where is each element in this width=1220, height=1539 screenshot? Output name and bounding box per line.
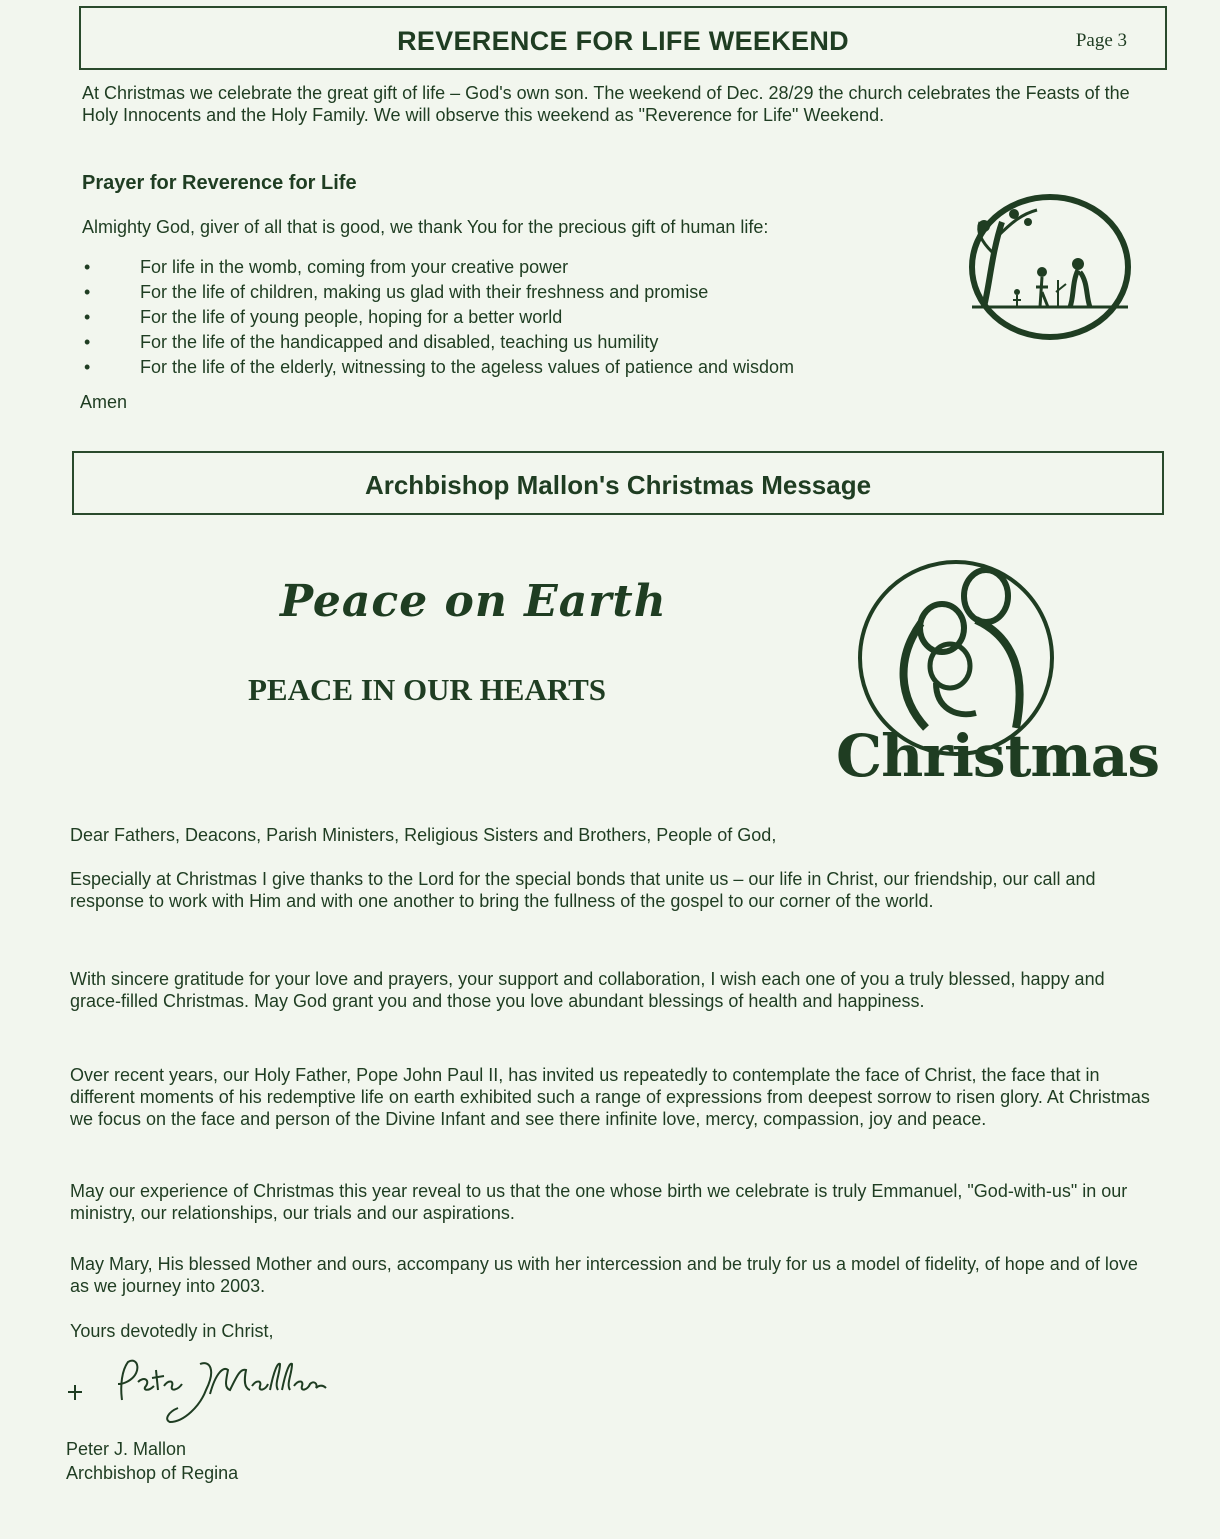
letter-paragraph: May Mary, His blessed Mother and ours, accompany us with her intercession and be truly for us a model of fidelity, of hope and of love as we journey into 2003. <box>70 1254 1138 1296</box>
message-section-title: Archbishop Mallon's Christmas Message <box>364 470 872 500</box>
letter-greeting: Dear Fathers, Deacons, Parish Ministers, Religious Sisters and Brothers, People of God, <box>70 825 777 845</box>
prayer-item: • For the life of young people, hoping for a better world <box>80 306 960 331</box>
header-title: REVERENCE FOR LIFE WEEKEND <box>397 26 849 56</box>
prayer-intro: Almighty God, giver of all that is good, we thank You for the precious gift of human life: <box>82 217 769 237</box>
letter-paragraph: Especially at Christmas I give thanks to the Lord for the special bonds that unite us – our life in Christ, our friendship, our call and response to work with Him and with one another to bring the fullness of the gospel to our corner of the world. <box>70 869 1096 911</box>
prayer-item: • For the life of the elderly, witnessing to the ageless values of patience and wisdom <box>80 356 960 381</box>
christmas-logo-word: Christmas <box>836 722 1159 790</box>
page-header <box>79 6 1167 70</box>
prayer-amen: Amen <box>80 392 128 412</box>
prayer-item: • For life in the womb, coming from your creative power <box>80 256 960 281</box>
signer-block <box>66 1437 238 1485</box>
letter-closing: Yours devotedly in Christ, <box>70 1321 274 1341</box>
page-number: Page 3 <box>1075 30 1127 51</box>
handwritten-signature <box>60 1350 330 1430</box>
intro-paragraph: At Christmas we celebrate the great gift of life – God's own son. The weekend of Dec. 28/29 the church celebrates the Feasts of the Holy Innocents and the Holy Family. We will observe this weekend as "Reverence for Life" Weekend. <box>82 83 1130 125</box>
peace-in-our-hearts-subheadline: PEACE IN OUR HEARTS <box>248 672 607 707</box>
signer-title: Archbishop of Regina <box>66 1463 239 1483</box>
prayer-list <box>80 256 960 381</box>
letter-paragraph: With sincere gratitude for your love and prayers, your support and collaboration, I wish each one of you a truly blessed, happy and grace-filled Christmas. May God grant you and those you love abundant blessings of health and happiness. <box>70 969 1105 1011</box>
peace-on-earth-headline: Peace on Earth <box>280 576 667 627</box>
letter-paragraph: May our experience of Christmas this year reveal to us that the one whose birth we celebrate is truly Emmanuel, "God-with-us" in our ministry, our relationships, our trials and our aspirations. <box>70 1181 1128 1223</box>
prayer-heading: Prayer for Reverence for Life <box>82 172 357 194</box>
prayer-item: • For the life of children, making us glad with their freshness and promise <box>80 281 960 306</box>
message-section-header <box>72 451 1164 515</box>
signer-name: Peter J. Mallon <box>66 1439 187 1459</box>
prayer-item: • For the life of the handicapped and disabled, teaching us humility <box>80 331 960 356</box>
letter-paragraph: Over recent years, our Holy Father, Pope John Paul II, has invited us repeatedly to contemplate the face of Christ, the face that in different moments of his redemptive life on earth exhibited such a range of expressions from deepest sorrow to risen glory. At Christmas we focus on the face and person of the Divine Infant and see there infinite love, mercy, compassion, joy and peace. <box>70 1065 1150 1129</box>
reverence-for-life-logo <box>962 192 1132 342</box>
